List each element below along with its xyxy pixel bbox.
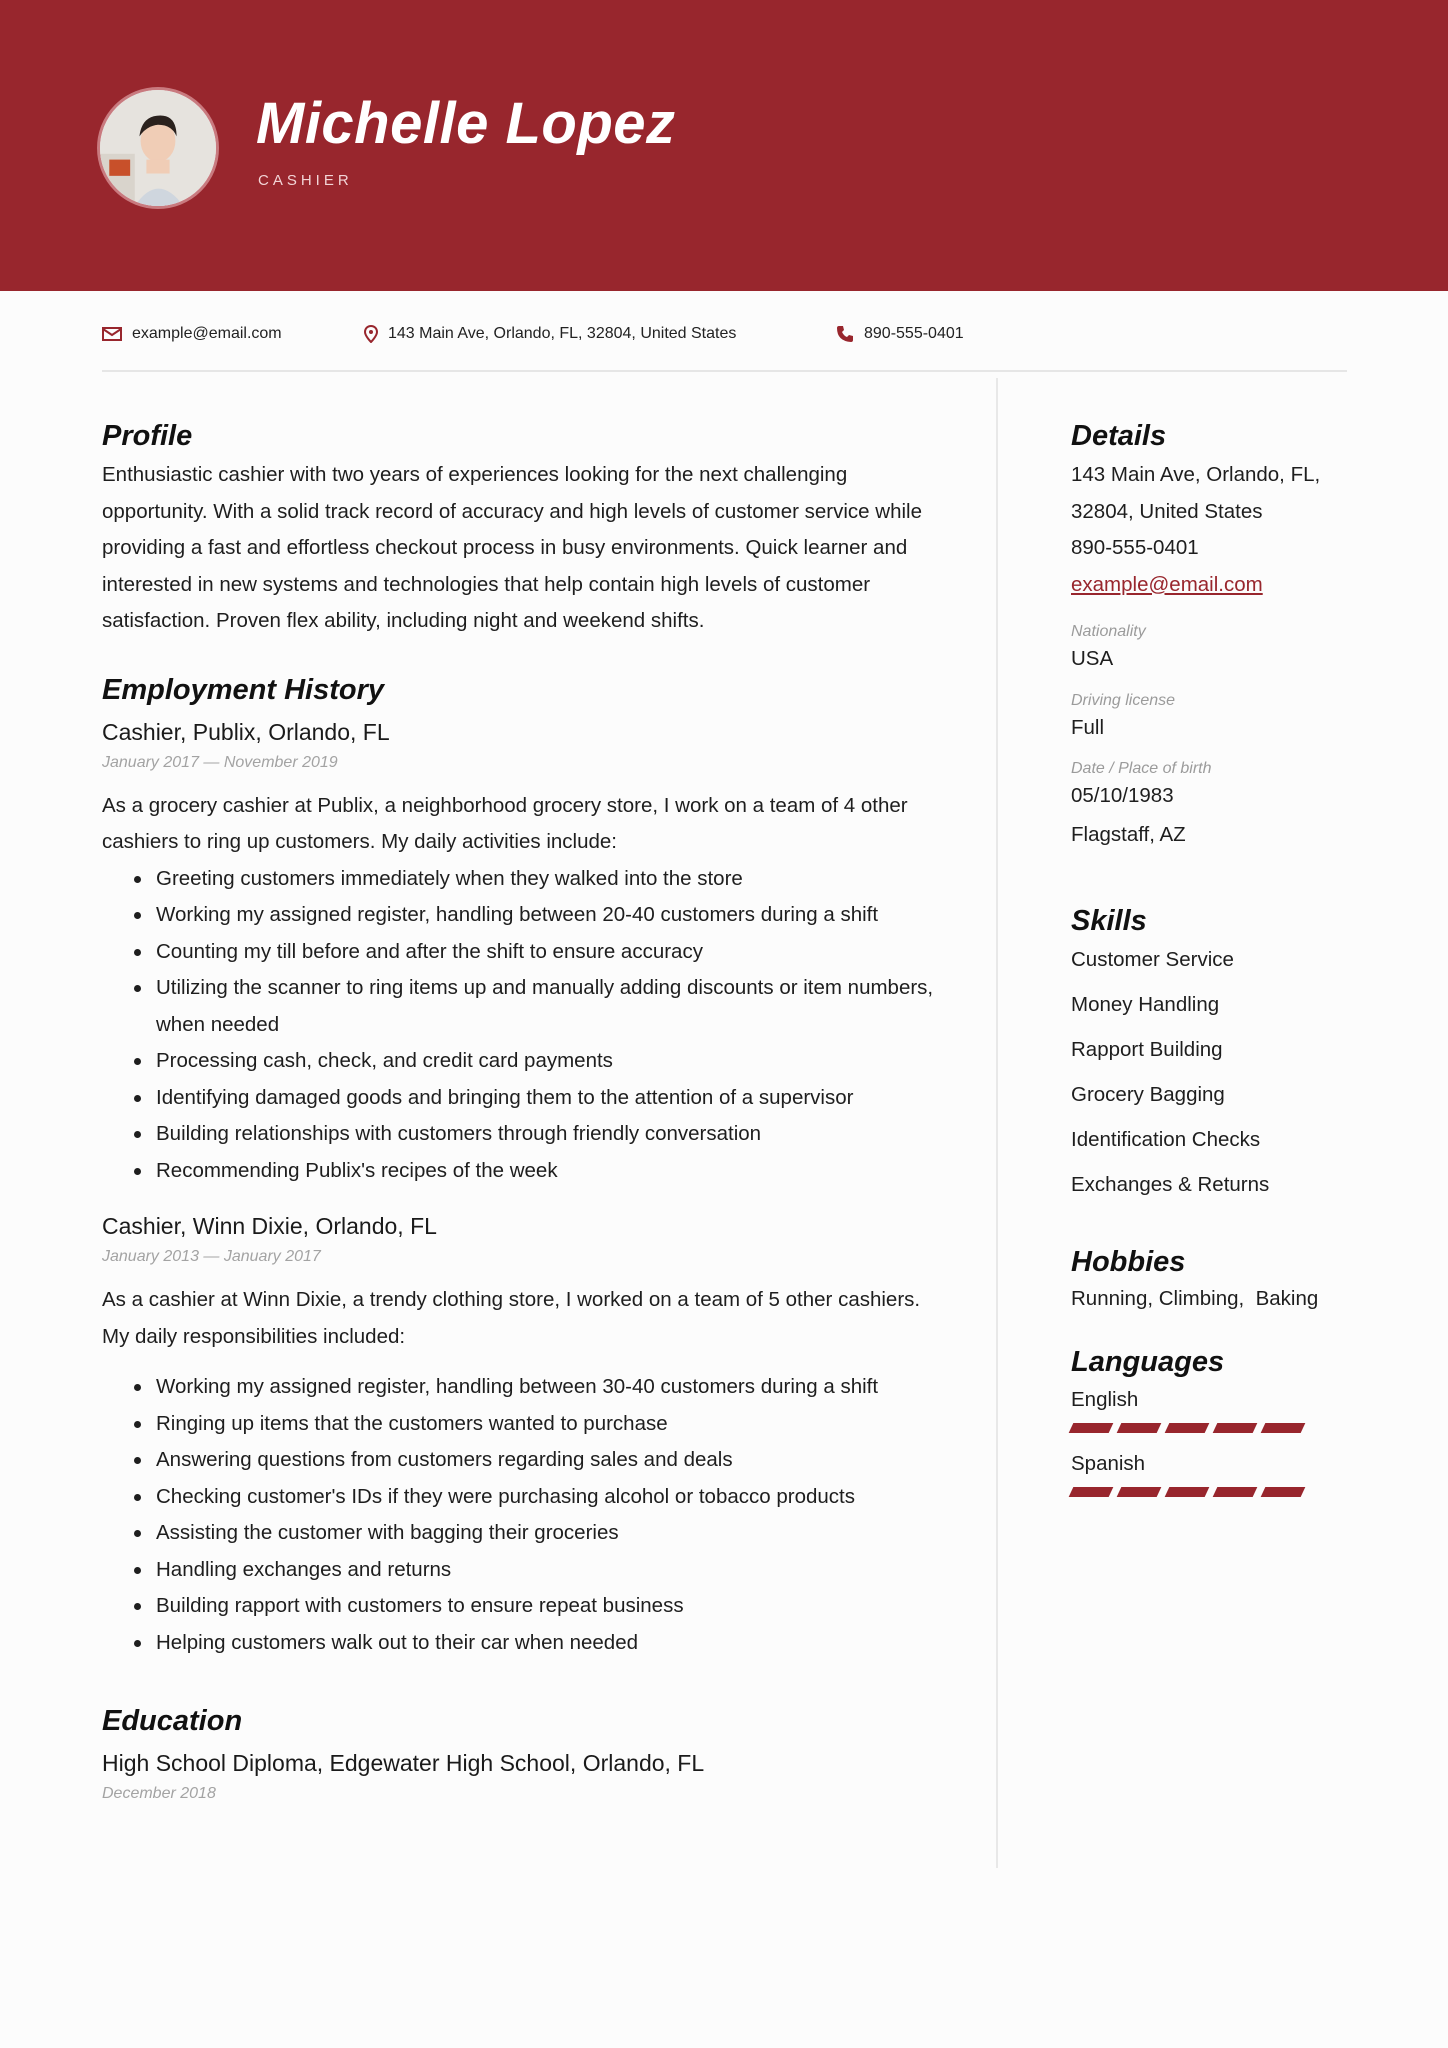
language-level-segment [1069,1423,1114,1433]
details-address-line1: 143 Main Ave, Orlando, FL, [1071,463,1321,486]
job-entry [102,719,942,1190]
contact-email-text: example@email.com [132,325,282,342]
job-bullet: Working my assigned register, handling between 20-40 customers during a shift [132,897,942,934]
envelope-icon [102,326,122,342]
hobbies-text: Running, Climbing, Baking [1071,1287,1319,1310]
language-level-segment [1069,1487,1114,1497]
birth-label: Date / Place of birth [1071,760,1212,777]
skill-item: Exchanges & Returns [1071,1173,1270,1196]
hobbies-heading: Hobbies [1071,1246,1186,1278]
candidate-role: CASHIER [258,172,353,189]
skill-item: Grocery Bagging [1071,1083,1225,1106]
job-bullet: Processing cash, check, and credit card payments [132,1043,942,1080]
education-degree: High School Diploma, Edgewater High School, Orlando, FL [102,1750,705,1776]
language-level-segment [1165,1423,1210,1433]
languages-section [1071,1346,1371,1497]
birth-place: Flagstaff, AZ [1071,822,1186,846]
job-bullets [132,1369,942,1661]
education-date: December 2018 [102,1785,216,1802]
language-entry [1071,1385,1371,1433]
skills-section [1071,905,1371,1212]
job-title: Cashier, Publix, Orlando, FL [102,718,390,745]
language-entry [1071,1449,1371,1497]
language-level-segment [1117,1487,1162,1497]
skill-item: Money Handling [1071,993,1220,1016]
job-bullet: Ringing up items that the customers wanted to purchase [132,1406,942,1443]
skills-list [1071,942,1371,1212]
details-phone: 890-555-0401 [1071,536,1199,559]
skill-item: Customer Service [1071,948,1234,971]
language-level-segment [1261,1423,1306,1433]
candidate-name: Michelle Lopez [256,91,676,156]
driving-license-label: Driving license [1071,691,1176,709]
language-level-bar [1071,1423,1371,1433]
language-name: Spanish [1071,1451,1146,1475]
job-bullet: Answering questions from customers regarding sales and deals [132,1442,942,1479]
education-section [102,1705,942,1803]
job-description: As a grocery cashier at Publix, a neighborhood grocery store, I work on a team of 4 other cashiers to ring up customers. My daily activities include: [102,793,908,853]
contact-row [102,322,1347,372]
phone-icon [836,325,854,343]
job-bullet: Handling exchanges and returns [132,1552,942,1589]
employment-heading: Employment History [102,673,384,706]
language-level-segment [1213,1423,1258,1433]
job-bullets [132,861,942,1190]
language-level-segment [1165,1487,1210,1497]
header-banner [0,0,1448,291]
main-column [102,420,942,1803]
language-level-segment [1213,1487,1258,1497]
details-section [1071,420,1371,853]
nationality-label: Nationality [1071,623,1146,640]
job-bullet: Utilizing the scanner to ring items up and manually adding discounts or item numbers, when needed [132,970,942,1043]
column-divider [996,378,998,1868]
skills-heading: Skills [1071,905,1147,937]
contact-address-text: 143 Main Ave, Orlando, FL, 32804, United States [388,325,737,342]
profile-text: Enthusiastic cashier with two years of experiences looking for the next challenging opportunity. With a solid track record of accuracy and high levels of customer service while providing a fast and effortless checkout process in busy environments. Quick learner and interested in new systems and technologies that help contain high levels of customer satisfaction. Proven flex ability, including night and weekend shifts. [102,463,922,632]
job-bullet: Counting my till before and after the shift to ensure accuracy [132,934,942,971]
hobbies-section [1071,1246,1371,1318]
job-dates: January 2013 — January 2017 [102,1248,321,1265]
job-bullet: Recommending Publix's recipes of the week [132,1153,942,1190]
profile-section [102,420,942,640]
job-description: As a cashier at Winn Dixie, a trendy clothing store, I worked on a team of 5 other cashiers. My daily responsibilities included: [102,1288,921,1348]
education-heading: Education [102,1705,243,1737]
contact-phone[interactable] [836,325,964,343]
avatar [97,87,219,209]
languages-heading: Languages [1071,1345,1225,1378]
sidebar [1071,420,1371,1497]
profile-photo-icon [100,90,216,206]
contact-phone-text: 890-555-0401 [864,325,964,342]
details-address-line2: 32804, United States [1071,499,1263,523]
location-pin-icon [364,325,378,343]
details-heading: Details [1071,420,1167,452]
employment-section [102,674,942,1662]
contact-address [364,325,736,343]
job-dates: January 2017 — November 2019 [102,753,338,771]
job-bullet: Working my assigned register, handling between 30-40 customers during a shift [132,1369,942,1406]
job-bullet: Building relationships with customers through friendly conversation [132,1116,942,1153]
language-level-bar [1071,1487,1371,1497]
skill-item: Identification Checks [1071,1128,1261,1151]
details-email-link[interactable]: example@email.com [1071,572,1263,596]
language-level-segment [1261,1487,1306,1497]
job-bullet: Identifying damaged goods and bringing them to the attention of a supervisor [132,1080,942,1117]
job-bullet: Greeting customers immediately when they walked into the store [132,861,942,898]
birth-date: 05/10/1983 [1071,784,1174,807]
job-bullet: Building rapport with customers to ensure repeat business [132,1588,942,1625]
job-bullet: Checking customer's IDs if they were purchasing alcohol or tobacco products [132,1479,942,1516]
skill-item: Rapport Building [1071,1038,1223,1061]
nationality-value: USA [1071,647,1114,670]
language-name: English [1071,1387,1139,1411]
job-bullet: Assisting the customer with bagging their groceries [132,1515,942,1552]
contact-email[interactable] [102,325,282,343]
job-entry [102,1213,942,1661]
driving-license-value: Full [1071,715,1105,739]
language-level-segment [1117,1423,1162,1433]
job-title: Cashier, Winn Dixie, Orlando, FL [102,1213,437,1239]
profile-heading: Profile [102,420,193,452]
job-bullet: Helping customers walk out to their car when needed [132,1625,942,1662]
